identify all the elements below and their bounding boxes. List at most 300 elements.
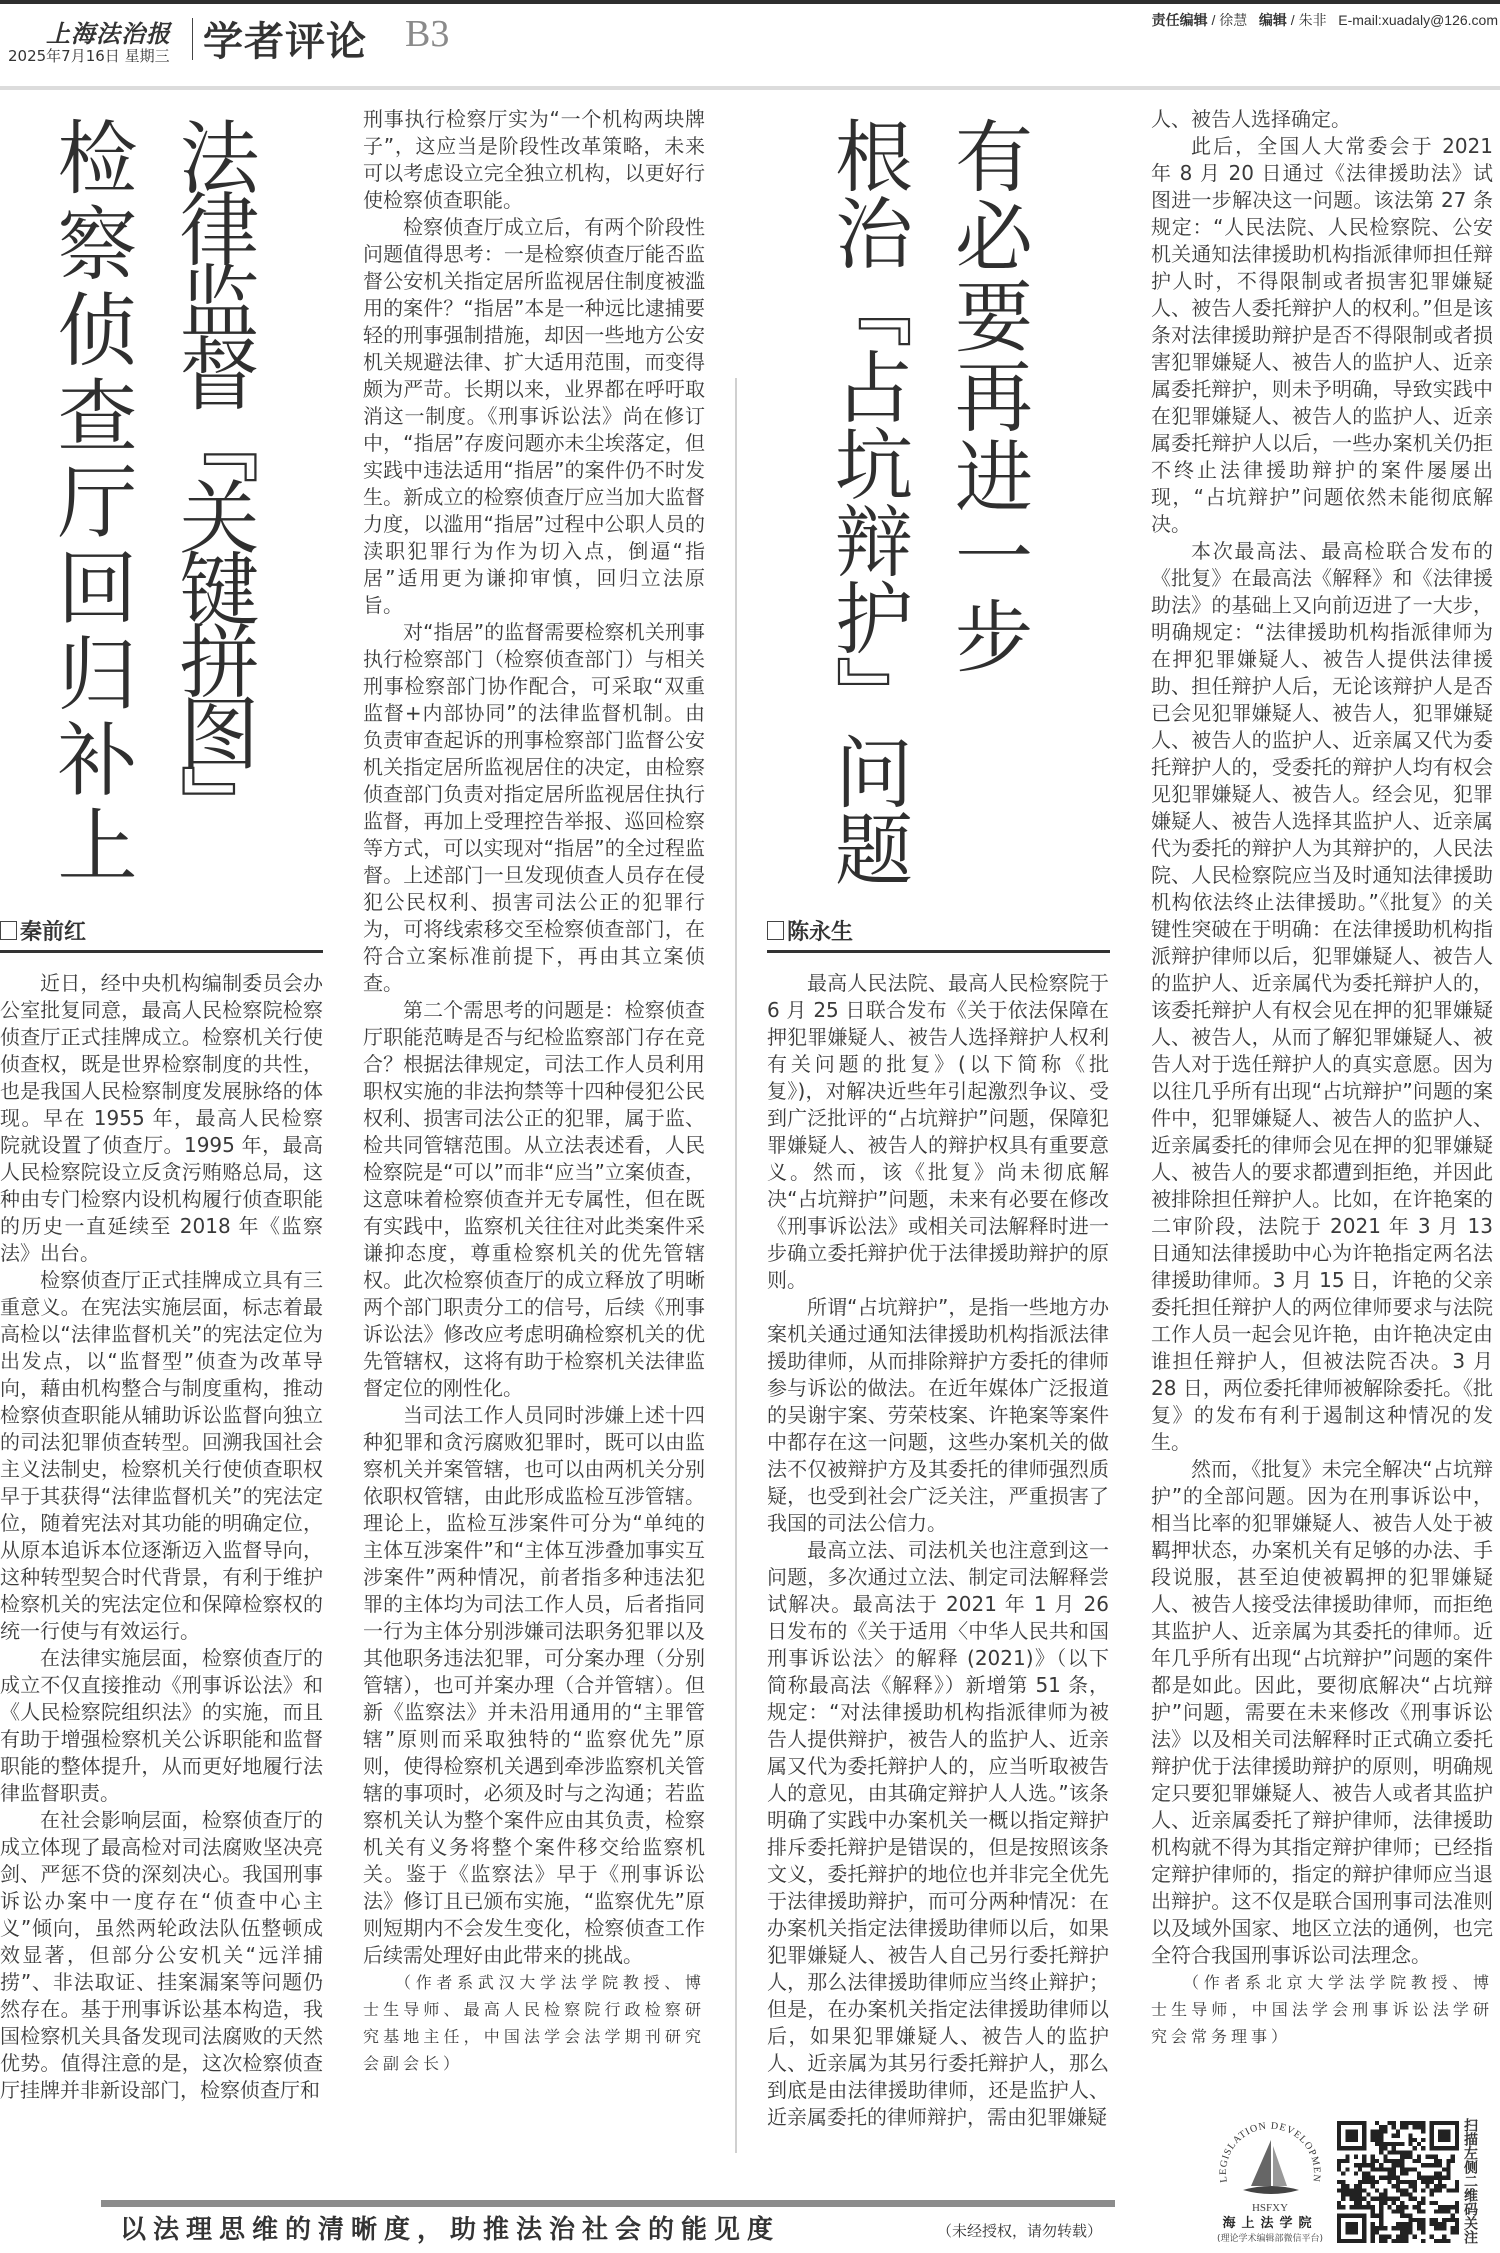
article2-byline xyxy=(767,918,1110,953)
qr-module xyxy=(1434,2155,1438,2159)
qr-module xyxy=(1451,2226,1455,2230)
qr-module xyxy=(1409,2138,1413,2142)
qr-module xyxy=(1400,2121,1404,2125)
qr-module xyxy=(1358,2201,1362,2205)
qr-module xyxy=(1413,2125,1417,2129)
qr-module xyxy=(1366,2180,1370,2184)
qr-module xyxy=(1446,2159,1450,2163)
qr-module xyxy=(1421,2188,1425,2192)
qr-module xyxy=(1371,2163,1375,2167)
qr-module xyxy=(1430,2155,1434,2159)
qr-module xyxy=(1379,2235,1383,2239)
qr-module xyxy=(1379,2150,1383,2154)
qr-module xyxy=(1434,2171,1438,2175)
emblem-abbr: HSFXY xyxy=(1251,2202,1289,2214)
qr-module xyxy=(1413,2184,1417,2188)
qr-module xyxy=(1442,2205,1446,2209)
paragraph-continued: 人、被告人选择确定。 xyxy=(1151,107,1351,131)
article-divider xyxy=(735,378,737,2153)
qr-module xyxy=(1392,2159,1396,2163)
qr-module xyxy=(1358,2167,1362,2171)
page-number: B3 xyxy=(405,13,450,55)
qr-module xyxy=(1358,2197,1362,2201)
qr-module xyxy=(1413,2188,1417,2192)
qr-module xyxy=(1375,2134,1379,2138)
qr-module xyxy=(1371,2155,1375,2159)
qr-module xyxy=(1387,2159,1391,2163)
qr-module xyxy=(1371,2167,1375,2171)
qr-module xyxy=(1392,2142,1396,2146)
qr-module xyxy=(1358,2180,1362,2184)
article1-column-1 xyxy=(0,970,323,2104)
paragraph: 检察侦查厅成立后，有两个阶段性问题值得思考：一是检察侦查厅能否监督公安机关指定居所监视居住制度被滥用的案件？“指居”本是一种远比逮捕要轻的刑事强制措施，却因一些地方公安机关规避法律、扩大适用范围，而变得颇为严苛。长期以来，业界都在呼吁取消这一制度。《刑事诉讼法》尚在修订中，“指居”存废问题亦未尘埃落定，但实践中违法适用“指居”的案件仍不时发生。新成立的检察侦查厅应当加大监督力度，以滥用“指居”过程中公职人员的渎职犯罪行为作为切入点，倒逼“指居”适用更为谦抑审慎，回归立法原旨。 xyxy=(363,215,705,617)
qr-module xyxy=(1392,2201,1396,2205)
qr-module xyxy=(1345,2155,1349,2159)
byline-box-icon xyxy=(767,921,784,940)
qr-module xyxy=(1337,2201,1341,2205)
qr-module xyxy=(1371,2235,1375,2239)
header-band xyxy=(0,86,1500,90)
qr-module xyxy=(1417,2205,1421,2209)
qr-module xyxy=(1400,2180,1404,2184)
qr-module xyxy=(1383,2197,1387,2201)
qr-module xyxy=(1434,2176,1438,2180)
qr-module xyxy=(1404,2214,1408,2218)
qr-module xyxy=(1409,2230,1413,2234)
qr-module xyxy=(1455,2209,1459,2213)
qr-module xyxy=(1455,2201,1459,2205)
qr-module xyxy=(1383,2176,1387,2180)
qr-module xyxy=(1404,2125,1408,2129)
qr-module xyxy=(1379,2176,1383,2180)
qr-finder xyxy=(1345,2222,1358,2235)
qr-module xyxy=(1425,2155,1429,2159)
qr-module xyxy=(1341,2159,1345,2163)
paragraph: 在法律实施层面，检察侦查厅的成立不仅直接推动《刑事诉讼法》和《人民检察院组织法》的实施，而且有助于增强检察机关公诉职能和监督职能的整体提升，从而更好地履行法律监督职责。 xyxy=(0,1646,323,1805)
qr-module xyxy=(1451,2155,1455,2159)
qr-module xyxy=(1417,2176,1421,2180)
qr-module xyxy=(1345,2159,1349,2163)
qr-module xyxy=(1434,2163,1438,2167)
qr-module xyxy=(1392,2125,1396,2129)
qr-module xyxy=(1434,2201,1438,2205)
paragraph: 对“指居”的监督需要检察机关刑事执行检察部门（检察侦查部门）与相关刑事检察部门协作配合，可采取“双重监督+内部协同”的法律监督机制。由负责审查起诉的刑事检察部门监督公安机关指定居所监视居住的决定，由检察侦查部门负责对指定居所监视居住执行监督，再加上受理控告举报、巡回检察等方式，可以实现对“指居”的全过程监督。上述部门一旦发现侦查人员存在侵犯公民权利、损害司法公正的犯罪行为，可将线索移交至检察侦查部门，在符合立案标准前提下，再由其立案侦查。 xyxy=(363,620,705,995)
qr-module xyxy=(1451,2230,1455,2234)
qr-module xyxy=(1430,2235,1434,2239)
qr-module xyxy=(1442,2209,1446,2213)
qr-module xyxy=(1438,2176,1442,2180)
qr-module xyxy=(1438,2159,1442,2163)
qr-module xyxy=(1421,2180,1425,2184)
qr-module xyxy=(1354,2205,1358,2209)
qr-module xyxy=(1350,2197,1354,2201)
paragraph: 在社会影响层面，检察侦查厅的成立体现了最高检对司法腐败坚决亮剑、严惩不贷的深刻决心。我国刑事诉讼办案中一度存在“侦查中心主义”倾向，虽然两轮政法队伍整顿成效显著，但部分公安机关“远洋捕捞”、非法取证、挂案漏案等问题仍然存在。基于刑事诉讼基本构造，我国检察机关具备发现司法腐败的天然优势。值得注意的是，这次检察侦查厅挂牌并非新设部门，检察侦查厅和 xyxy=(0,1808,323,2102)
qr-finder xyxy=(1438,2129,1451,2142)
qr-module xyxy=(1434,2226,1438,2230)
paragraph: 所谓“占坑辩护”，是指一些地方办案机关通过通知法律援助机构指派法律援助律师，从而排除辩护方委托的律师参与诉讼的做法。在近年媒体广泛报道的吴谢宇案、劳荣枝案、许艳案等案件中都存在这一问题，这些办案机关的做法不仅被辩护方及其委托的律师强烈质疑，也受到社会广泛关注，严重损害了我国的司法公信力。 xyxy=(767,1295,1109,1535)
qr-module xyxy=(1404,2205,1408,2209)
qr-module xyxy=(1413,2167,1417,2171)
qr-module xyxy=(1371,2222,1375,2226)
qr-module xyxy=(1383,2129,1387,2133)
qr-module xyxy=(1409,2180,1413,2184)
qr-module xyxy=(1400,2235,1404,2239)
qr-module xyxy=(1371,2180,1375,2184)
qr-module xyxy=(1413,2121,1417,2125)
qr-module xyxy=(1366,2193,1370,2197)
qr-module xyxy=(1421,2125,1425,2129)
qr-module xyxy=(1455,2188,1459,2192)
qr-module xyxy=(1354,2184,1358,2188)
qr-module xyxy=(1371,2197,1375,2201)
qr-module xyxy=(1366,2176,1370,2180)
qr-module xyxy=(1362,2155,1366,2159)
qr-module xyxy=(1400,2193,1404,2197)
qr-module xyxy=(1383,2155,1387,2159)
qr-module xyxy=(1421,2222,1425,2226)
qr-module xyxy=(1404,2193,1408,2197)
qr-module xyxy=(1430,2163,1434,2167)
qr-module xyxy=(1400,2205,1404,2209)
emblem-name: 海上法学院 xyxy=(1222,2216,1318,2231)
qr-module xyxy=(1455,2205,1459,2209)
qr-module xyxy=(1366,2205,1370,2209)
qr-module xyxy=(1396,2226,1400,2230)
qr-module xyxy=(1434,2218,1438,2222)
qr-module xyxy=(1362,2176,1366,2180)
qr-module xyxy=(1421,2209,1425,2213)
qr-module xyxy=(1396,2176,1400,2180)
qr-module xyxy=(1350,2205,1354,2209)
qr-module xyxy=(1375,2214,1379,2218)
qr-module xyxy=(1451,2159,1455,2163)
qr-module xyxy=(1375,2226,1379,2230)
qr-module xyxy=(1371,2184,1375,2188)
qr-module xyxy=(1383,2226,1387,2230)
qr-module xyxy=(1354,2201,1358,2205)
qr-module xyxy=(1413,2235,1417,2239)
qr-module xyxy=(1417,2125,1421,2129)
qr-module xyxy=(1392,2121,1396,2125)
qr-module xyxy=(1392,2197,1396,2201)
qr-module xyxy=(1455,2184,1459,2188)
article1-byline xyxy=(0,918,323,953)
qr-module xyxy=(1446,2163,1450,2167)
qr-module xyxy=(1404,2167,1408,2171)
qr-module xyxy=(1451,2214,1455,2218)
paragraph: 当司法工作人员同时涉嫌上述十四种犯罪和贪污腐败犯罪时，既可以由监察机关并案管辖，也可以由两机关分别依职权管辖，由此形成监检互涉管辖。理论上，监检互涉案件可分为“单纯的主体互涉案件”和“主体互涉叠加事实互涉案件”两种情况，前者指多种违法犯罪的主体均为司法工作人员，后者指同一行为主体分别涉嫌司法职务犯罪以及其他职务违法犯罪，可分案办理（分别管辖），也可并案办理（合并管辖）。但新《监察法》并未沿用通用的“主罪管辖”原则而采取独特的“监察优先”原则，使得检察机关遇到牵涉监察机关管辖的事项时，必须及时与之沟通；若监察机关认为整个案件应由其负责，检察机关有义务将整个案件移交给监察机关。鉴于《监察法》早于《刑事诉讼法》修订且已颁布实施，“监察优先”原则短期内不会发生变化，检察侦查工作后续需处理好由此带来的挑战。 xyxy=(363,1403,705,1967)
qr-module xyxy=(1430,2176,1434,2180)
qr-module xyxy=(1354,2197,1358,2201)
qr-module xyxy=(1400,2142,1404,2146)
qr-module xyxy=(1417,2209,1421,2213)
qr-module xyxy=(1341,2184,1345,2188)
qr-module xyxy=(1358,2205,1362,2209)
qr-module xyxy=(1430,2188,1434,2192)
qr-module xyxy=(1383,2142,1387,2146)
qr-module xyxy=(1375,2167,1379,2171)
top-rule xyxy=(0,0,1500,4)
qr-module xyxy=(1362,2171,1366,2175)
qr-module xyxy=(1358,2188,1362,2192)
qr-module xyxy=(1396,2129,1400,2133)
qr-module xyxy=(1434,2188,1438,2192)
paragraph: 此后，全国人大常委会于 2021 年 8 月 20 日通过《法律援助法》试图进一步解决这一问题。该法第 27 条规定：“人民法院、人民检察院、公安机关通知法律援助机构指派律师担任辩护人时，不得限制或者损害犯罪嫌疑人、被告人委托辩护人的权利。”但是该条对法律援助辩护是否不得限制或者损害犯罪嫌疑人、被告人的监护人、近亲属委托辩护，则未予明确，导致实践中在犯罪嫌疑人、被告人的监护人、近亲属委托辩护人以后，一些办案机关仍拒不终止法律援助辩护的案件屡屡出现，“占坑辩护”问题依然未能彻底解决。 xyxy=(1151,134,1493,536)
paragraph: 最高立法、司法机关也注意到这一问题，多次通过立法、制定司法解释尝试解决。最高法于 2021 年 1 月 26 日发布的《关于适用〈中华人民共和国刑事诉讼法〉的解释 (2021)》（以下简称最高法《解释》）新增第 51 条，规定：“对法律援助机构指派律师为被告人提供辩护，被告人的监护人、近亲属又代为委托辩护人的，应当听取被告人的意见，由其确定辩护人人选。”该条明确了实践中办案机关一概以指定辩护排斥委托辩护是错误的，但是按照该条文义，委托辩护的地位也并非完全优先于法律援助辩护，而可分两种情况：在办案机关指定法律援助律师以后，如果犯罪嫌疑人、被告人自己另行委托辩护人，那么法律援助律师应当终止辩护；但是，在办案机关指定法律援助律师以后，如果犯罪嫌疑人、被告人的监护人、近亲属为其另行委托辩护人，那么到底是由法律援助律师，还是监护人、近亲属委托的律师辩护，需由犯罪嫌疑 xyxy=(767,1538,1109,2129)
qr-module xyxy=(1379,2205,1383,2209)
qr-module xyxy=(1387,2167,1391,2171)
qr-module xyxy=(1387,2197,1391,2201)
qr-module xyxy=(1358,2193,1362,2197)
qr-module xyxy=(1434,2184,1438,2188)
qr-module xyxy=(1409,2121,1413,2125)
qr-module xyxy=(1434,2209,1438,2213)
editor-in-charge-label: 责任编辑 xyxy=(1151,12,1208,28)
newspaper-logo: 上海法治报 xyxy=(46,19,171,48)
qr-module xyxy=(1354,2193,1358,2197)
qr-module xyxy=(1375,2230,1379,2234)
qr-module xyxy=(1409,2134,1413,2138)
qr-module xyxy=(1446,2209,1450,2213)
qr-module xyxy=(1451,2205,1455,2209)
qr-module xyxy=(1409,2226,1413,2230)
qr-module xyxy=(1341,2205,1345,2209)
qr-module xyxy=(1413,2205,1417,2209)
qr-module xyxy=(1345,2193,1349,2197)
qr-module xyxy=(1350,2193,1354,2197)
qr-module xyxy=(1417,2222,1421,2226)
qr-module xyxy=(1409,2150,1413,2154)
wechat-qr-code[interactable] xyxy=(1337,2121,1459,2243)
qr-module xyxy=(1434,2159,1438,2163)
qr-module xyxy=(1446,2176,1450,2180)
qr-module xyxy=(1442,2184,1446,2188)
qr-module xyxy=(1404,2121,1408,2125)
editor-name: 朱非 xyxy=(1298,12,1327,28)
qr-module xyxy=(1358,2184,1362,2188)
qr-module xyxy=(1366,2201,1370,2205)
qr-module xyxy=(1375,2159,1379,2163)
qr-module xyxy=(1413,2138,1417,2142)
qr-module xyxy=(1375,2129,1379,2133)
qr-module xyxy=(1392,2150,1396,2154)
qr-module xyxy=(1396,2235,1400,2239)
qr-module xyxy=(1400,2167,1404,2171)
qr-module xyxy=(1438,2222,1442,2226)
qr-module xyxy=(1421,2138,1425,2142)
qr-module xyxy=(1371,2138,1375,2142)
qr-module xyxy=(1396,2209,1400,2213)
qr-module xyxy=(1337,2167,1341,2171)
qr-module xyxy=(1396,2188,1400,2192)
paragraph: 然而，《批复》未完全解决“占坑辩护”的全部问题。因为在刑事诉讼中，相当比率的犯罪嫌疑人、被告人处于被羁押状态，办案机关有足够的办法、手段说服，甚至迫使被羁押的犯罪嫌疑人、被告人接受法律援助律师，而拒绝其监护人、近亲属为其委托的律师。近年几乎所有出现“占坑辩护”问题的案件都是如此。因此，要彻底解决“占坑辩护”问题，需要在未来修改《刑事诉讼法》以及相关司法解释时正式确立委托辩护优于法律援助辩护的原则，明确规定只要犯罪嫌疑人、被告人或者其监护人、近亲属委托了辩护律师，法律援助机构就不得为其指定辩护律师；已经指定辩护律师的，指定的辩护律师应当退出辩护。这不仅是联合国刑事司法准则以及域外国家、地区立法的通例，也完全符合我国刑事诉讼司法理念。 xyxy=(1151,1457,1493,1967)
qr-module xyxy=(1337,2188,1341,2192)
qr-module xyxy=(1404,2188,1408,2192)
qr-finder xyxy=(1345,2129,1358,2142)
qr-module xyxy=(1383,2159,1387,2163)
qr-module xyxy=(1400,2226,1404,2230)
article1-author: 秦前红 xyxy=(20,920,87,945)
qr-module xyxy=(1379,2163,1383,2167)
qr-module xyxy=(1345,2188,1349,2192)
qr-module xyxy=(1421,2197,1425,2201)
qr-module xyxy=(1446,2167,1450,2171)
qr-module xyxy=(1417,2218,1421,2222)
qr-module xyxy=(1455,2226,1459,2230)
qr-module xyxy=(1379,2138,1383,2142)
article2-column-2 xyxy=(1151,106,1493,2050)
qr-module xyxy=(1362,2159,1366,2163)
qr-module xyxy=(1396,2150,1400,2154)
qr-module xyxy=(1442,2235,1446,2239)
qr-module xyxy=(1371,2239,1375,2243)
article1-author-note: （作者系武汉大学法学院教授、博士生导师、最高人民检察院行政检察研究基地主任，中国法学会法学期刊研究会副会长） xyxy=(363,1973,705,2073)
qr-module xyxy=(1413,2146,1417,2150)
qr-module xyxy=(1438,2226,1442,2230)
qr-module xyxy=(1442,2226,1446,2230)
qr-module xyxy=(1430,2201,1434,2205)
qr-module xyxy=(1379,2142,1383,2146)
qr-module xyxy=(1387,2121,1391,2125)
paragraph: 最高人民法院、最高人民检察院于 6 月 25 日联合发布《关于依法保障在押犯罪嫌疑人、被告人选择辩护人权利有关问题的批复》(以下简称《批复》)，对解决近些年引起激烈争议、受到广泛批评的“占坑辩护”问题，保障犯罪嫌疑人、被告人的辩护权具有重要意义。然而，该《批复》尚未彻底解决“占坑辩护”问题，未来有必要在修改《刑事诉讼法》或相关司法解释时进一步确立委托辩护优于法律援助辩护的原则。 xyxy=(767,971,1109,1292)
qr-module xyxy=(1404,2230,1408,2234)
qr-module xyxy=(1383,2201,1387,2205)
qr-module xyxy=(1413,2180,1417,2184)
qr-module xyxy=(1341,2188,1345,2192)
qr-module xyxy=(1375,2142,1379,2146)
qr-module xyxy=(1375,2188,1379,2192)
qr-module xyxy=(1425,2176,1429,2180)
qr-module xyxy=(1362,2180,1366,2184)
qr-module xyxy=(1421,2230,1425,2234)
footer-slogan: 以法理思维的清晰度，助推法治社会的能见度 xyxy=(120,2215,781,2245)
qr-module xyxy=(1396,2197,1400,2201)
qr-module xyxy=(1379,2222,1383,2226)
qr-module xyxy=(1438,2180,1442,2184)
qr-module xyxy=(1392,2171,1396,2175)
qr-module xyxy=(1387,2150,1391,2154)
qr-module xyxy=(1387,2176,1391,2180)
qr-module xyxy=(1396,2222,1400,2226)
qr-module xyxy=(1442,2218,1446,2222)
qr-module xyxy=(1387,2142,1391,2146)
section-title: 学者评论 xyxy=(203,19,367,65)
qr-module xyxy=(1442,2176,1446,2180)
qr-module xyxy=(1396,2239,1400,2243)
qr-module xyxy=(1371,2176,1375,2180)
qr-module xyxy=(1379,2197,1383,2201)
qr-module xyxy=(1451,2188,1455,2192)
qr-module xyxy=(1409,2222,1413,2226)
qr-module xyxy=(1409,2142,1413,2146)
qr-module xyxy=(1409,2193,1413,2197)
qr-module xyxy=(1371,2214,1375,2218)
qr-module xyxy=(1341,2180,1345,2184)
qr-module xyxy=(1341,2193,1345,2197)
qr-module xyxy=(1371,2159,1375,2163)
qr-module xyxy=(1383,2235,1387,2239)
qr-module xyxy=(1354,2188,1358,2192)
qr-module xyxy=(1379,2129,1383,2133)
editor-email[interactable]: E-mail:xuadaly@126.com xyxy=(1338,12,1498,28)
sailboat-logo-icon xyxy=(1205,2116,1335,2202)
qr-module xyxy=(1392,2176,1396,2180)
qr-module xyxy=(1451,2218,1455,2222)
qr-module xyxy=(1392,2209,1396,2213)
qr-module xyxy=(1438,2209,1442,2213)
qr-module xyxy=(1455,2180,1459,2184)
qr-module xyxy=(1383,2188,1387,2192)
issue-date: 2025年7月16日 星期三 xyxy=(8,47,170,65)
qr-module xyxy=(1421,2226,1425,2230)
qr-module xyxy=(1337,2205,1341,2209)
article2-column-1 xyxy=(767,970,1109,2131)
qr-module xyxy=(1425,2184,1429,2188)
qr-module xyxy=(1379,2214,1383,2218)
qr-module xyxy=(1375,2197,1379,2201)
qr-module xyxy=(1396,2180,1400,2184)
qr-module xyxy=(1341,2197,1345,2201)
qr-module xyxy=(1358,2163,1362,2167)
qr-module xyxy=(1396,2205,1400,2209)
editor-label: 编辑 xyxy=(1258,12,1287,28)
qr-module xyxy=(1446,2188,1450,2192)
qr-module xyxy=(1413,2197,1417,2201)
qr-module xyxy=(1362,2188,1366,2192)
qr-module xyxy=(1409,2214,1413,2218)
qr-module xyxy=(1430,2180,1434,2184)
qr-module xyxy=(1375,2180,1379,2184)
footer-bar xyxy=(101,2200,1115,2207)
copyright-notice: （未经授权，请勿转载） xyxy=(937,2222,1103,2240)
qr-module xyxy=(1430,2193,1434,2197)
qr-module xyxy=(1354,2155,1358,2159)
qr-module xyxy=(1392,2146,1396,2150)
qr-module xyxy=(1383,2167,1387,2171)
qr-module xyxy=(1409,2184,1413,2188)
article2-title-line1: 有必要再进一步 xyxy=(942,116,1032,676)
qr-module xyxy=(1366,2163,1370,2167)
qr-module xyxy=(1379,2218,1383,2222)
paragraph: 本次最高法、最高检联合发布的《批复》在最高法《解释》和《法律援助法》的基础上又向前迈进了一大步，明确规定：“法律援助机构指派律师为在押犯罪嫌疑人、被告人提供法律援助、担任辩护人后，无论该辩护人是否已会见犯罪嫌疑人、被告人，犯罪嫌疑人、被告人的监护人、近亲属又代为委托辩护人的，受委托的辩护人均有权会见犯罪嫌疑人、被告人。经会见，犯罪嫌疑人、被告人选择其监护人、近亲属代为委托的辩护人为其辩护的，人民法院、人民检察院应当及时通知法律援助机构依法终止法律援助。”《批复》的关键性突破在于明确：在法律援助机构指派辩护律师以后，犯罪嫌疑人、被告人的监护人、近亲属代为委托辩护人的，该委托辩护人有权会见在押的犯罪嫌疑人、被告人，从而了解犯罪嫌疑人、被告人对于选任辩护人的真实意愿。因为以往几乎所有出现“占坑辩护”问题的案件中，犯罪嫌疑人、被告人的监护人、近亲属委托的律师会见在押的犯罪嫌疑人、被告人的要求都遭到拒绝，并因此被排除担任辩护人。比如，在许艳案的二审阶段，法院于 2021 年 3 月 13 日通知法律援助中心为许艳指定两名法律援助律师。3 月 15 日，许艳的父亲委托担任辩护人的两位律师要求与法院工作人员一起会见许艳，由许艳决定由谁担任辩护人，但被法院否决。3 月 28 日，两位委托律师被解除委托。《批复》的发布有利于遏制这种情况的发生。 xyxy=(1151,539,1493,1454)
qr-module xyxy=(1341,2171,1345,2175)
qr-module xyxy=(1421,2201,1425,2205)
qr-module xyxy=(1400,2125,1404,2129)
qr-module xyxy=(1387,2205,1391,2209)
qr-module xyxy=(1400,2163,1404,2167)
qr-module xyxy=(1438,2184,1442,2188)
qr-module xyxy=(1400,2171,1404,2175)
qr-module xyxy=(1400,2159,1404,2163)
paragraph: 近日，经中央机构编制委员会办公室批复同意，最高人民检察院检察侦查厅正式挂牌成立。检察机关行使侦查权，既是世界检察制度的共性，也是我国人民检察制度发展脉络的体现。早在 1955 年，最高人民检察院就设置了侦查厅。1995 年，最高人民检察院设立反贪污贿赂总局，这种由专门检察内设机构履行侦查职能的历史一直延续至 2018 年《监察法》出台。 xyxy=(0,971,323,1265)
qr-module xyxy=(1392,2184,1396,2188)
qr-module xyxy=(1392,2163,1396,2167)
qr-module xyxy=(1404,2180,1408,2184)
qr-module xyxy=(1371,2129,1375,2133)
qr-module xyxy=(1404,2226,1408,2230)
paragraph: 第二个需思考的问题是：检察侦查厅职能范畴是否与纪检监察部门存在竞合？根据法律规定，司法工作人员利用职权实施的非法拘禁等十四种侵犯公民权利、损害司法公正的犯罪，属于监、检共同管辖范围。从立法表述看，人民检察院是“可以”而非“应当”立案侦查，这意味着检察侦查并无专属性，但在既有实践中，监察机关往往对此类案件采谦抑态度，尊重检察机关的优先管辖权。此次检察侦查厅的成立释放了明晰两个部门职责分工的信号，后续《刑事诉讼法》修改应考虑明确检察机关的优先管辖权，这将有助于检察机关法律监督定位的刚性化。 xyxy=(363,998,705,1400)
qr-module xyxy=(1417,2201,1421,2205)
qr-module xyxy=(1400,2239,1404,2243)
article2-author-note: （作者系北京大学法学院教授、博士生导师，中国法学会刑事诉讼法学研究会常务理事） xyxy=(1151,1973,1493,2046)
qr-module xyxy=(1446,2218,1450,2222)
qr-module xyxy=(1379,2209,1383,2213)
qr-module xyxy=(1379,2134,1383,2138)
qr-module xyxy=(1371,2230,1375,2234)
qr-module xyxy=(1362,2205,1366,2209)
qr-module xyxy=(1396,2142,1400,2146)
article2-title-line2: 根治『占坑辩护』问题 xyxy=(822,116,912,886)
